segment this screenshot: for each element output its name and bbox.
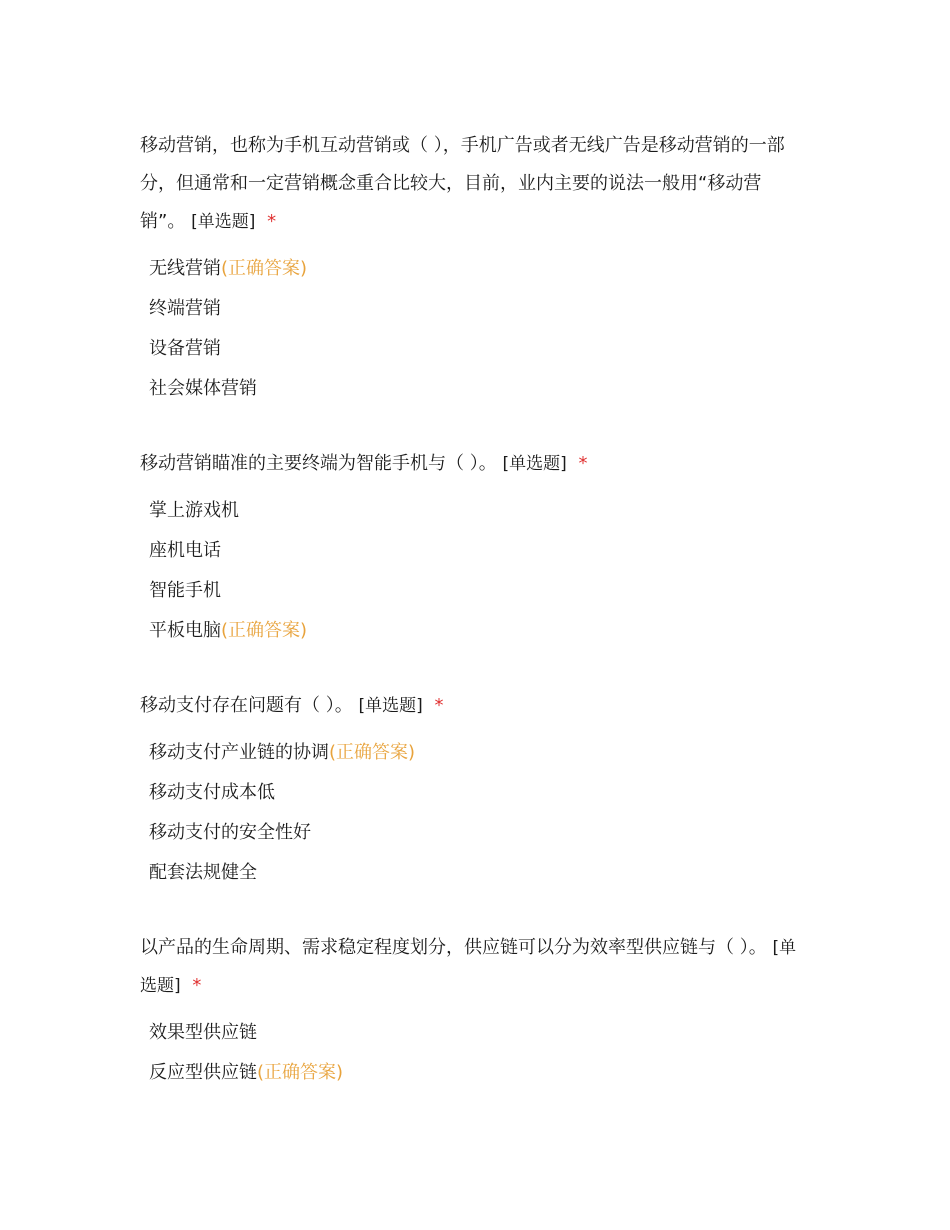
option-label: 社会媒体营销	[149, 378, 257, 399]
option-item	[149, 329, 805, 369]
option-list	[140, 249, 805, 409]
question-4-text-block	[140, 929, 805, 1005]
question-3-text: 移动支付存在问题有（ ）。	[140, 695, 353, 716]
required-mark: *	[434, 695, 444, 716]
option-item	[149, 1053, 805, 1093]
option-list	[140, 491, 805, 651]
option-label: 终端营销	[149, 298, 221, 319]
question-type-label: [单选题]	[502, 454, 567, 474]
option-label: 移动支付的安全性好	[149, 822, 311, 843]
option-label: 座机电话	[149, 540, 221, 561]
option-label: 移动支付成本低	[149, 782, 275, 803]
option-label: 配套法规健全	[149, 862, 257, 883]
question-1-text-block	[140, 127, 805, 241]
correct-answer-marker: (正确答案)	[257, 1062, 344, 1083]
option-list	[140, 733, 805, 893]
option-item	[149, 571, 805, 611]
question-3-text-block	[140, 687, 805, 725]
question-1	[140, 127, 805, 409]
option-label: 反应型供应链	[149, 1062, 257, 1083]
option-item	[149, 249, 805, 289]
option-label: 智能手机	[149, 580, 221, 601]
question-4	[140, 929, 805, 1093]
question-2-text-block	[140, 445, 805, 483]
option-item	[149, 813, 805, 853]
question-type-label: [单选题]	[191, 212, 256, 232]
option-item	[149, 611, 805, 651]
question-type-label: [单选题]	[358, 696, 423, 716]
correct-answer-marker: (正确答案)	[221, 258, 308, 279]
option-item	[149, 773, 805, 813]
option-label: 无线营销	[149, 258, 221, 279]
question-type-label: [单选题]	[140, 938, 797, 996]
option-label: 掌上游戏机	[149, 500, 239, 521]
option-item	[149, 369, 805, 409]
question-1-text: 移动营销，也称为手机互动营销或（ ），手机广告或者无线广告是移动营销的一部分，但通常和一定营销概念重合比较大，目前，业内主要的说法一般用“移动营销”。	[140, 135, 785, 232]
option-item	[149, 491, 805, 531]
option-item	[149, 1013, 805, 1053]
question-2	[140, 445, 805, 651]
option-item	[149, 289, 805, 329]
option-item	[149, 853, 805, 893]
option-item	[149, 733, 805, 773]
option-label: 效果型供应链	[149, 1022, 257, 1043]
required-mark: *	[578, 453, 588, 474]
option-label: 平板电脑	[149, 620, 221, 641]
option-list	[140, 1013, 805, 1093]
option-label: 移动支付产业链的协调	[149, 742, 329, 763]
question-3	[140, 687, 805, 893]
correct-answer-marker: (正确答案)	[221, 620, 308, 641]
question-2-text: 移动营销瞄准的主要终端为智能手机与（ ）。	[140, 453, 497, 474]
option-label: 设备营销	[149, 338, 221, 359]
option-item	[149, 531, 805, 571]
correct-answer-marker: (正确答案)	[329, 742, 416, 763]
question-4-text: 以产品的生命周期、需求稳定程度划分，供应链可以分为效率型供应链与（ ）。	[140, 937, 767, 958]
required-mark: *	[192, 975, 202, 996]
required-mark: *	[267, 211, 277, 232]
